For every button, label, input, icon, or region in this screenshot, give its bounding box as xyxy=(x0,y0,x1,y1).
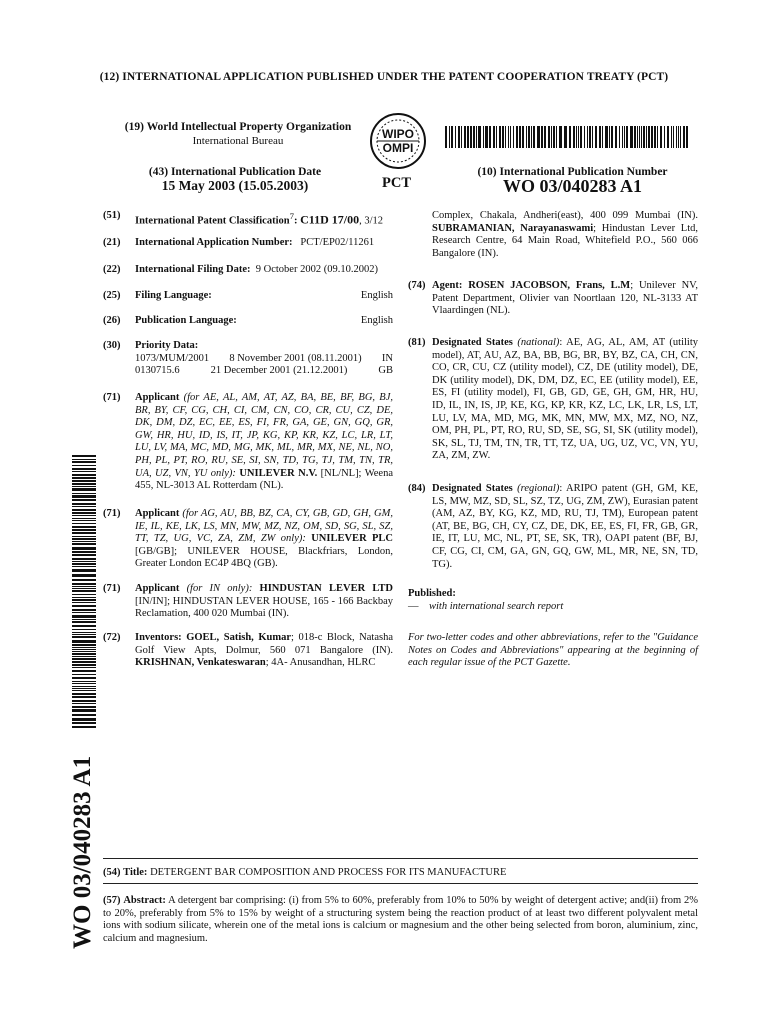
publication-number-value: WO 03/040283 A1 xyxy=(502,176,642,196)
barcode-bar xyxy=(637,126,638,148)
barcode-bar xyxy=(516,126,518,148)
barcode-bar xyxy=(461,126,462,148)
barcode-bar xyxy=(619,126,620,148)
barcode-bar xyxy=(630,126,633,148)
barcode-bar xyxy=(72,532,96,534)
barcode-top xyxy=(445,126,690,148)
barcode-bar xyxy=(72,509,96,511)
barcode-bar xyxy=(485,126,488,148)
barcode-bar xyxy=(615,126,617,148)
barcode-bar xyxy=(551,126,552,148)
abbreviations-note: For two-letter codes and other abbreviations, refer to the "Guidance Notes on Codes and Abbreviations" appearing at the beginning of each regular issue of the PCT Gazette. xyxy=(408,632,698,669)
barcode-bar xyxy=(72,709,96,712)
barcode-bar xyxy=(72,543,96,545)
barcode-bar xyxy=(72,718,96,721)
barcode-bar xyxy=(72,569,96,572)
barcode-bar xyxy=(72,619,96,620)
barcode-bar xyxy=(548,126,550,148)
barcode-bar xyxy=(72,483,96,485)
logo-top-text: WIPO xyxy=(382,127,414,141)
entry-71-unilever-nv: (71) Applicant (for AE, AL, AM, AT, AZ, BA, BE, BF, BG, BJ, BR, BY, CF, CG, CH, CI, CM, CN, CO, CR, CU, CZ, DE, DK, DM, DZ, EC, EE, ES, FI, FR, GA, GE, GN, GQ, GR, GW, HR, HU, ID, IS, IT, JP, KG, KP, KR, KZ, LC, LR, LT, LU, LV, MA, MC, MD, MG, MK, ML, MR, MX, NE, NL, NO, PH, PL, PT, RO, RU, SE, SI, SN, TD, TG, TJ, TM, TN, TR, UA, UZ, VN, YU only): UNILEVER N.V. [NL/NL]; Weena 455, NL-3013 AL Rotterdam (NL). xyxy=(103,392,394,492)
barcode-bar xyxy=(476,126,477,148)
side-publication-number: WO 03/040283 A1 xyxy=(69,755,96,949)
barcode-bar xyxy=(513,126,514,148)
inventors-continued: Complex, Chakala, Andheri(east), 400 099 Mumbai (IN). SUBRAMANIAN, Narayanaswami; Hindustan Lever Ltd, Research Centre, 64 Main Road, Whitefield P.O., 560 066 Bangalore (IN). xyxy=(432,210,698,259)
barcode-bar xyxy=(72,574,96,577)
org-name: World Intellectual Property Organization xyxy=(146,121,352,133)
barcode-bar xyxy=(587,126,588,148)
barcode-bar xyxy=(72,634,96,635)
barcode-bar xyxy=(72,688,96,689)
barcode-bar xyxy=(626,126,628,148)
wipo-logo-icon xyxy=(368,111,428,171)
barcode-bar xyxy=(683,126,685,148)
barcode-bar xyxy=(676,126,677,148)
entry-21: (21) International Application Number: PCT/EP02/11261 xyxy=(103,237,375,248)
barcode-bar xyxy=(580,126,582,148)
barcode-bar xyxy=(72,636,96,638)
barcode-bar xyxy=(470,126,472,148)
barcode-bar xyxy=(72,686,96,687)
org-sub: International Bureau xyxy=(192,135,284,147)
left-column xyxy=(103,210,393,850)
barcode-bar xyxy=(519,126,521,148)
barcode-bar xyxy=(72,590,96,592)
barcode-bar xyxy=(72,647,96,648)
barcode-bar xyxy=(72,480,96,482)
entry-25: (25) Filing Language: English xyxy=(103,290,393,301)
publication-number-label: (10) International Publication Number xyxy=(477,166,668,178)
barcode-bar xyxy=(72,566,96,567)
entry-84-regional: (84) Designated States (regional): ARIPO patent (GH, GM, KE, LS, MW, MZ, SD, SL, SZ, TZ, UG, ZM, ZW), Eurasian patent (AM, AZ, BY, KG, KZ, MD, RU, TJ, TM), European patent (AT, BE, BG, CH, CY, CZ, DE, DK, EE, ES, FI, FR, GB, GR, IE, IT, LU, MC, NL, PT, SE, SK, TR), OAPI patent (BF, BJ, CF, CG, CI, CM, GA, GN, GQ, GW, ML, MR, NE, SN, TD, TG). xyxy=(408,483,699,570)
barcode-bar xyxy=(686,126,688,148)
barcode-bar xyxy=(72,493,96,494)
entry-30: (30) Priority Data: 1073/MUM/2001 8 November 2001 (08.11.2001) IN 0130715.6 21 December 2001 (21.12.2001) GB xyxy=(103,340,393,377)
barcode-bar xyxy=(505,126,506,148)
barcode-bar xyxy=(602,126,603,148)
publication-date-value: 15 May 2003 (15.05.2003) xyxy=(161,178,309,193)
barcode-bar xyxy=(72,683,96,684)
barcode-bar xyxy=(537,126,540,148)
right-column xyxy=(408,210,698,850)
barcode-bar xyxy=(478,126,481,148)
barcode-bar xyxy=(72,726,96,728)
barcode-bar xyxy=(72,602,96,603)
barcode-bar xyxy=(508,126,509,148)
barcode-bar xyxy=(72,561,96,562)
barcode-bar xyxy=(72,605,96,607)
barcode-bar xyxy=(533,126,535,148)
barcode-bar xyxy=(72,488,96,491)
barcode-bar xyxy=(576,126,577,148)
barcode-bar xyxy=(611,126,613,148)
barcode-bar xyxy=(72,722,96,724)
barcode-bar xyxy=(72,629,96,630)
barcode-bar xyxy=(72,512,96,514)
barcode-bar xyxy=(483,126,484,148)
publication-number-block xyxy=(455,165,690,196)
barcode-bar xyxy=(544,126,546,148)
barcode-bar xyxy=(72,495,96,498)
barcode-bar xyxy=(654,126,656,148)
barcode-bar xyxy=(657,126,658,148)
barcode-bar xyxy=(573,126,575,148)
barcode-bar xyxy=(72,597,96,598)
barcode-bar xyxy=(499,126,501,148)
barcode-bar xyxy=(72,621,96,623)
barcode-bar xyxy=(660,126,662,148)
barcode-bar xyxy=(664,126,665,148)
barcode-bar xyxy=(72,477,96,479)
barcode-bar xyxy=(72,455,96,457)
barcode-bar xyxy=(667,126,669,148)
barcode-bar xyxy=(72,563,96,565)
barcode-bar xyxy=(72,518,96,519)
entry-54-title: (54) Title: DETERGENT BAR COMPOSITION AND PROCESS FOR ITS MANUFACTURE xyxy=(103,867,507,878)
barcode-bar xyxy=(643,126,645,148)
organization-block xyxy=(108,120,368,148)
barcode-bar xyxy=(72,506,96,507)
barcode-bar xyxy=(72,615,96,618)
pct-label: PCT xyxy=(382,175,411,191)
barcode-bar xyxy=(72,541,96,542)
barcode-bar xyxy=(72,486,96,487)
barcode-bar xyxy=(559,126,562,148)
barcode-bar xyxy=(72,465,96,466)
publication-date-block xyxy=(100,165,370,193)
barcode-bar xyxy=(489,126,491,148)
barcode-bar xyxy=(72,523,96,524)
document-header: (12) INTERNATIONAL APPLICATION PUBLISHED UNDER THE PATENT COOPERATION TREATY (PCT) xyxy=(99,71,669,83)
barcode-side xyxy=(72,455,96,730)
barcode-bar xyxy=(556,126,557,148)
barcode-bar xyxy=(72,558,96,560)
barcode-bar xyxy=(72,651,96,652)
barcode-bar xyxy=(622,126,623,148)
barcode-bar xyxy=(72,664,96,666)
barcode-bar xyxy=(648,126,650,148)
barcode-bar xyxy=(72,625,96,627)
barcode-bar xyxy=(72,658,96,660)
barcode-bar xyxy=(455,126,456,148)
barcode-bar xyxy=(72,474,96,476)
entry-26: (26) Publication Language: English xyxy=(103,315,393,326)
entry-72-inventors: (72) Inventors: GOEL, Satish, Kumar; 018-c Block, Natasha Golf View Apts, Dolmur, 560 071 Bangalore (IN). KRISHNAN, Venkateswaran; 4A- Anusandhan, HLRC xyxy=(103,632,393,669)
entry-71-unilever-plc: (71) Applicant (for AG, AU, BB, BZ, CA, CY, GB, GD, GH, GM, IE, IL, KE, LK, LS, MN, MW, MZ, NZ, OM, SD, SG, SL, SZ, TT, TZ, UG, VC, ZA, ZM, ZW only): UNILEVER PLC [GB/GB]; UNILEVER HOUSE, Blackfriars, London, Greater London EC4P 4BQ (GB). xyxy=(103,508,393,570)
barcode-bar xyxy=(473,126,475,148)
barcode-bar xyxy=(639,126,640,148)
entry-74-agent: (74) Agent: ROSEN JACOBSON, Frans, L.M; Unilever NV, Patent Department, Olivier van Noortlaan 120, NL-3133 AT Vlaardingen (NL). xyxy=(408,280,699,317)
barcode-bar xyxy=(72,609,96,611)
barcode-bar xyxy=(510,126,511,148)
barcode-bar xyxy=(72,706,96,708)
barcode-bar xyxy=(467,126,469,148)
barcode-bar xyxy=(72,459,96,460)
entry-71-hindustan-lever: (71) Applicant (for IN only): HINDUSTAN LEVER LTD [IN/IN]; HINDUSTAN LEVER HOUSE, 165 - 166 Backbay Reclamation, 400 020 Mumbai (IN). xyxy=(103,583,393,620)
barcode-bar xyxy=(502,126,504,148)
barcode-bar xyxy=(541,126,543,148)
barcode-bar xyxy=(72,656,96,657)
barcode-bar xyxy=(651,126,653,148)
barcode-bar xyxy=(72,644,96,646)
barcode-bar xyxy=(531,126,532,148)
publication-date-label: (43) International Publication Date xyxy=(148,166,322,178)
barcode-bar xyxy=(451,126,453,148)
barcode-bar xyxy=(72,677,96,679)
barcode-bar xyxy=(72,554,96,556)
barcode-bar xyxy=(496,126,497,148)
entry-57-abstract: (57) Abstract: A detergent bar comprising: (i) from 5% to 60%, preferably from 10% to 50% by weight of detergent active; and(ii) from 2% to 20%, preferably from 5% to 15% by weight of a structuring system being the reaction product of at least two different polyvalent metal ions with sodium silicate, wherein one of the metal ions is calcium or magnesium and the other being selected from boron, aluminium, zinc, calcium and magnesium. xyxy=(103,895,699,944)
barcode-bar xyxy=(72,703,96,704)
barcode-bar xyxy=(72,503,96,505)
barcode-bar xyxy=(72,632,96,633)
barcode-bar xyxy=(578,126,579,148)
org-code: (19) xyxy=(124,121,144,133)
barcode-bar xyxy=(72,529,96,531)
barcode-bar xyxy=(72,583,96,585)
priority-row: 1073/MUM/2001 8 November 2001 (08.11.2001) IN xyxy=(135,352,393,364)
barcode-bar xyxy=(599,126,601,148)
barcode-bar xyxy=(72,586,96,587)
barcode-bar xyxy=(680,126,681,148)
barcode-bar xyxy=(72,696,96,698)
barcode-bar xyxy=(72,640,96,643)
barcode-bar xyxy=(72,599,96,601)
barcode-bar xyxy=(634,126,636,148)
barcode-bar xyxy=(553,126,555,148)
barcode-bar xyxy=(673,126,674,148)
priority-row: 0130715.6 21 December 2001 (21.12.2001) GB xyxy=(135,365,393,377)
divider xyxy=(103,858,698,859)
barcode-bar xyxy=(72,515,96,516)
published-block: Published: — with international search report xyxy=(408,588,564,612)
barcode-bar xyxy=(584,126,585,148)
barcode-bar xyxy=(72,670,96,672)
barcode-bar xyxy=(449,126,450,148)
barcode-bar xyxy=(522,126,524,148)
logo-bottom-text: OMPI xyxy=(382,141,414,155)
barcode-bar xyxy=(595,126,597,148)
barcode-bar xyxy=(72,471,96,472)
barcode-bar xyxy=(72,551,96,553)
barcode-bar xyxy=(72,612,96,613)
barcode-bar xyxy=(72,547,96,550)
barcode-bar xyxy=(493,126,495,148)
barcode-bar xyxy=(592,126,593,148)
barcode-bar xyxy=(72,693,96,695)
entry-51: (51) International Patent Classification$^7$: C11D 17/00, 3/12 xyxy=(103,210,384,227)
barcode-bar xyxy=(72,538,96,540)
barcode-bar xyxy=(646,126,647,148)
barcode-bar xyxy=(72,526,96,528)
entry-22: (22) International Filing Date: 9 October 2002 (09.10.2002) xyxy=(103,264,378,275)
barcode-bar xyxy=(72,594,96,595)
barcode-bar xyxy=(526,126,527,148)
entry-81-national: (81) Designated States (national): AE, AG, AL, AM, AT (utility model), AT, AU, AZ, BA, BB, BG, BR, BY, BZ, CA, CH, CN, CO, CR, CU, CZ (utility model), CZ, DE (utility model), DE, DK (utility model), DK, DM, DZ, EC, EE (utility model), EE, ES, FI (utility model), FI, GB, GD, GE, GH, GM, HR, HU, ID, IL, IN, IS, JP, KE, KG, KP, KR, KZ, LC, LK, LR, LS, LT, LU, LV, MA, MD, MG, MK, MN, MW, MX, MZ, NO, NZ, OM, PH, PL, PT, RO, RU, SD, SE, SG, SI, SK (utility model), SK, SL, TJ, TM, TN, TR, TT, TZ, UA, UG, UZ, VC, VN, YU, ZA, ZM, ZW. xyxy=(408,337,698,462)
barcode-bar xyxy=(72,499,96,501)
barcode-bar xyxy=(564,126,567,148)
barcode-bar xyxy=(72,700,96,702)
barcode-bar xyxy=(72,649,96,650)
barcode-bar xyxy=(458,126,460,148)
barcode-bar xyxy=(671,126,672,148)
barcode-bar xyxy=(72,681,96,682)
barcode-bar xyxy=(72,579,96,581)
barcode-bar xyxy=(678,126,679,148)
barcode-bar xyxy=(72,536,96,537)
barcode-bar xyxy=(72,674,96,675)
barcode-bar xyxy=(72,588,96,589)
barcode-bar xyxy=(605,126,608,148)
barcode-bar xyxy=(72,461,96,463)
barcode-bar xyxy=(528,126,530,148)
divider xyxy=(103,883,698,884)
barcode-bar xyxy=(569,126,571,148)
barcode-bar xyxy=(609,126,610,148)
barcode-bar xyxy=(72,714,96,716)
barcode-bar xyxy=(72,520,96,521)
barcode-bar xyxy=(464,126,466,148)
barcode-bar xyxy=(72,690,96,691)
barcode-bar xyxy=(445,126,447,148)
barcode-bar xyxy=(589,126,591,148)
barcode-bar xyxy=(624,126,625,148)
barcode-bar xyxy=(641,126,642,148)
barcode-bar xyxy=(72,653,96,655)
barcode-bar xyxy=(72,661,96,663)
barcode-bar xyxy=(72,468,96,470)
barcode-bar xyxy=(72,667,96,668)
